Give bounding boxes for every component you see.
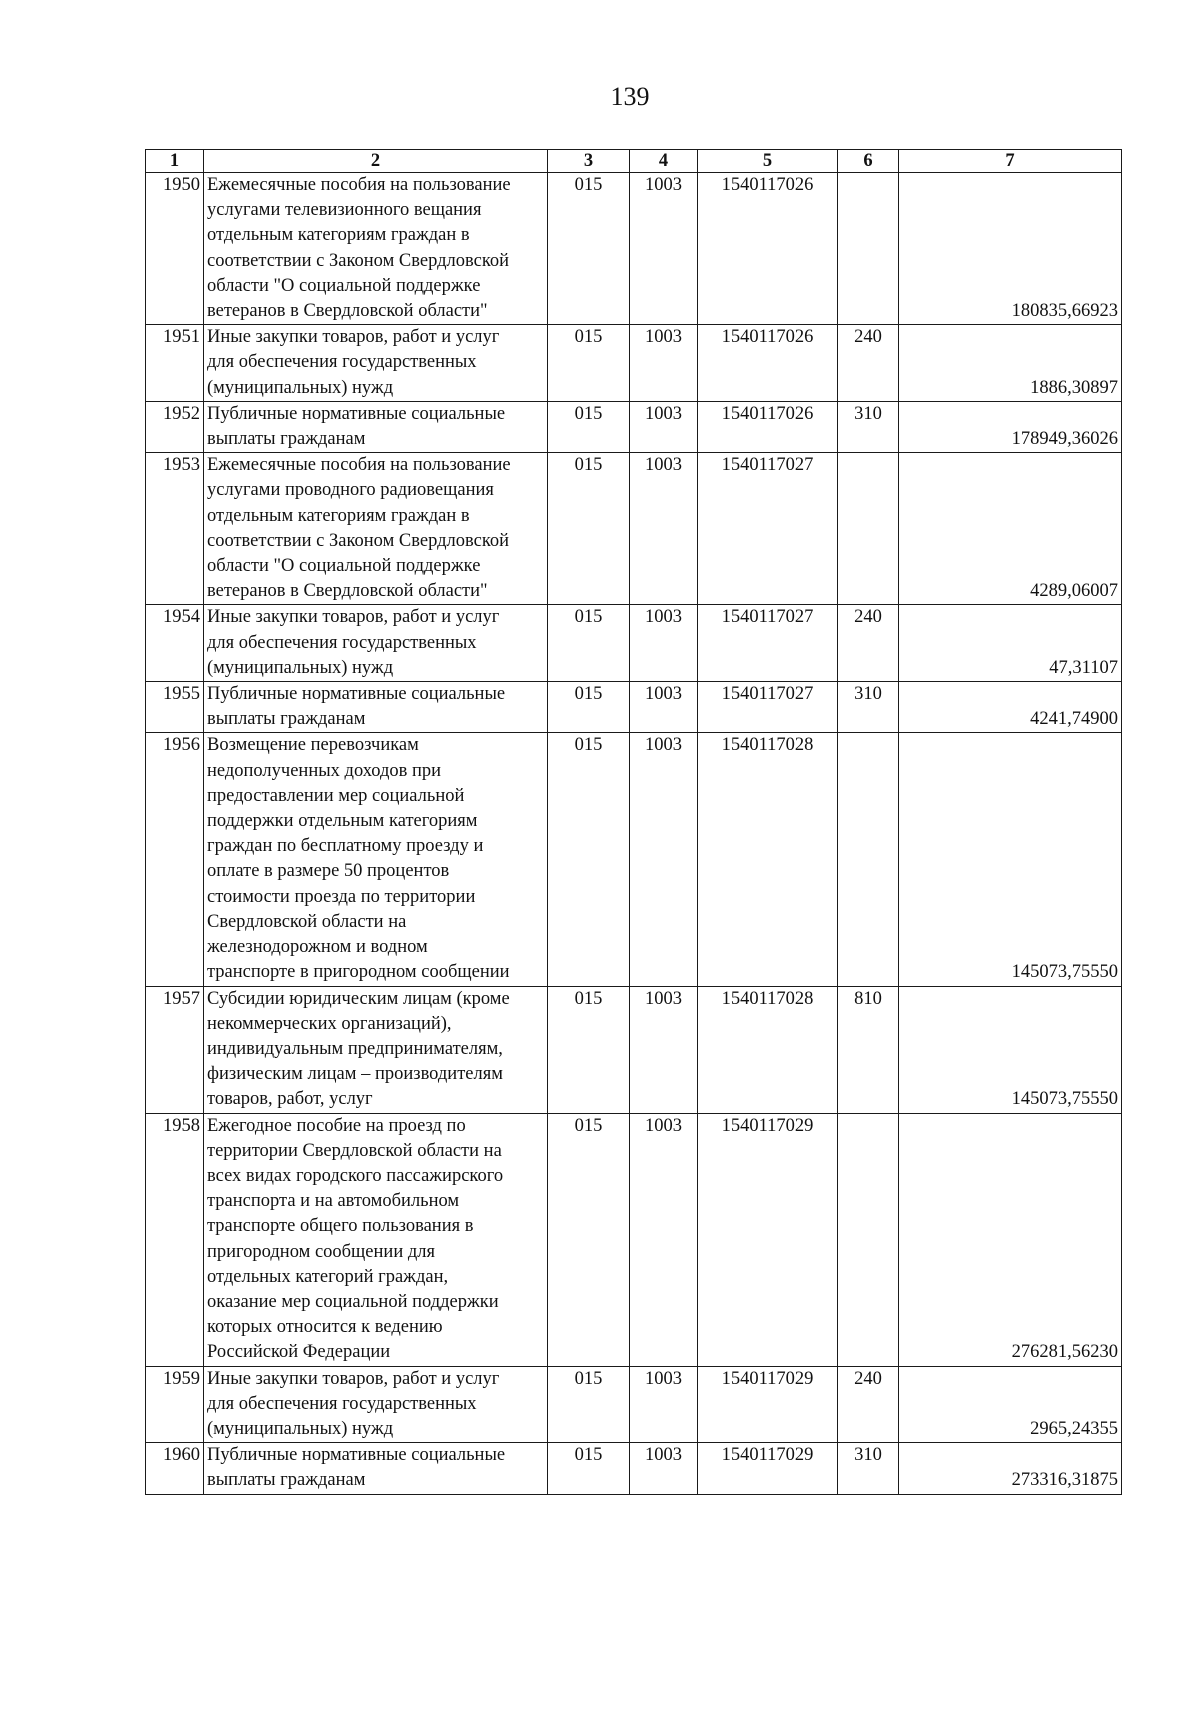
- row-number: 1952: [146, 401, 204, 452]
- expense-name-line: отдельных категорий граждан,: [207, 1266, 449, 1287]
- row-number: 1950: [146, 173, 204, 325]
- expense-name-line: Возмещение перевозчикам: [207, 735, 419, 756]
- expense-name-line: оплате в размере 50 процентов: [207, 861, 450, 882]
- target-article-code: 1540117029: [698, 1443, 838, 1494]
- amount: 1886,30897: [899, 325, 1122, 402]
- amount: 276281,56230: [899, 1113, 1122, 1366]
- header-col-7: 7: [899, 150, 1122, 173]
- target-article-code: 1540117026: [698, 173, 838, 325]
- section-code: 1003: [630, 1443, 698, 1494]
- ministry-code: 015: [548, 173, 630, 325]
- ministry-code: 015: [548, 453, 630, 605]
- expense-name-line: Иные закупки товаров, работ и услуг: [207, 327, 500, 348]
- expense-name-line: железнодорожном и водном: [207, 937, 428, 958]
- expense-name-line: отдельным категориям граждан в: [207, 225, 470, 246]
- row-number: 1955: [146, 682, 204, 733]
- amount: 47,31107: [899, 605, 1122, 682]
- expense-type-code: [838, 173, 899, 325]
- ministry-code: 015: [548, 401, 630, 452]
- expense-name-line: услугами телевизионного вещания: [207, 200, 482, 221]
- ministry-code: 015: [548, 733, 630, 986]
- row-number: 1953: [146, 453, 204, 605]
- table-row: [146, 605, 1122, 682]
- expense-name-line: транспорте общего пользования в: [207, 1216, 474, 1237]
- header-col-1: 1: [146, 150, 204, 173]
- expense-name-line: пригородном сообщении для: [207, 1241, 435, 1262]
- budget-table: [145, 149, 1122, 1495]
- expense-name-line: Свердловской области на: [207, 911, 407, 932]
- table-row: [146, 325, 1122, 402]
- expense-name-line: Иные закупки товаров, работ и услуг: [207, 607, 500, 628]
- expense-name-line: (муниципальных) нужд: [207, 377, 394, 398]
- table-row: [146, 173, 1122, 325]
- expense-type-code: [838, 733, 899, 986]
- expense-name-line: услугами проводного радиовещания: [207, 480, 494, 501]
- expense-name: [204, 682, 548, 733]
- section-code: 1003: [630, 682, 698, 733]
- expense-type-code: 810: [838, 986, 899, 1113]
- target-article-code: 1540117028: [698, 733, 838, 986]
- expense-name-line: предоставлении мер социальной: [207, 785, 465, 806]
- expense-name-line: Российской Федерации: [207, 1342, 391, 1363]
- page-number: 139: [610, 82, 650, 111]
- expense-name: [204, 325, 548, 402]
- expense-type-code: 310: [838, 1443, 899, 1494]
- expense-name-line: всех видах городского пассажирского: [207, 1165, 504, 1186]
- target-article-code: 1540117026: [698, 325, 838, 402]
- expense-name-line: оказание мер социальной поддержки: [207, 1291, 499, 1312]
- amount: 145073,75550: [899, 986, 1122, 1113]
- section-code: 1003: [630, 733, 698, 986]
- expense-name: [204, 1113, 548, 1366]
- expense-name-line: которых относится к ведению: [207, 1317, 443, 1338]
- ministry-code: 015: [548, 605, 630, 682]
- expense-name: [204, 1443, 548, 1494]
- amount: 273316,31875: [899, 1443, 1122, 1494]
- expense-name-line: Субсидии юридическим лицам (кроме: [207, 988, 510, 1009]
- expense-type-code: 240: [838, 605, 899, 682]
- expense-name: [204, 605, 548, 682]
- expense-name-line: Публичные нормативные социальные: [207, 1445, 506, 1466]
- expense-name-line: области "О социальной поддержке: [207, 556, 481, 577]
- expense-name-line: соответствии с Законом Свердловской: [207, 530, 510, 551]
- amount: 180835,66923: [899, 173, 1122, 325]
- expense-name-line: отдельным категориям граждан в: [207, 505, 470, 526]
- expense-name-line: товаров, работ, услуг: [207, 1089, 373, 1110]
- ministry-code: 015: [548, 325, 630, 402]
- section-code: 1003: [630, 401, 698, 452]
- amount: 4289,06007: [899, 453, 1122, 605]
- expense-type-code: [838, 453, 899, 605]
- target-article-code: 1540117026: [698, 401, 838, 452]
- expense-name-line: области "О социальной поддержке: [207, 275, 481, 296]
- expense-name-line: для обеспечения государственных: [207, 1393, 477, 1414]
- expense-name-line: ветеранов в Свердловской области": [207, 581, 488, 602]
- section-code: 1003: [630, 1113, 698, 1366]
- expense-type-code: 240: [838, 325, 899, 402]
- ministry-code: 015: [548, 1366, 630, 1443]
- expense-name-line: Публичные нормативные социальные: [207, 403, 506, 424]
- target-article-code: 1540117028: [698, 986, 838, 1113]
- expense-name: [204, 453, 548, 605]
- expense-name-line: соответствии с Законом Свердловской: [207, 250, 510, 271]
- section-code: 1003: [630, 605, 698, 682]
- expense-name-line: индивидуальным предпринимателям,: [207, 1038, 503, 1059]
- target-article-code: 1540117029: [698, 1366, 838, 1443]
- section-code: 1003: [630, 173, 698, 325]
- header-row: [146, 150, 1122, 173]
- amount: 178949,36026: [899, 401, 1122, 452]
- section-code: 1003: [630, 325, 698, 402]
- amount: 4241,74900: [899, 682, 1122, 733]
- expense-name-line: для обеспечения государственных: [207, 632, 477, 653]
- header-col-4: 4: [630, 150, 698, 173]
- expense-name-line: Ежегодное пособие на проезд по: [207, 1115, 466, 1136]
- header-col-5: 5: [698, 150, 838, 173]
- table-row: [146, 986, 1122, 1113]
- table-row: [146, 1366, 1122, 1443]
- row-number: 1951: [146, 325, 204, 402]
- section-code: 1003: [630, 986, 698, 1113]
- expense-type-code: [838, 1113, 899, 1366]
- target-article-code: 1540117027: [698, 605, 838, 682]
- header-col-6: 6: [838, 150, 899, 173]
- expense-type-code: 310: [838, 682, 899, 733]
- expense-name-line: (муниципальных) нужд: [207, 1418, 394, 1439]
- target-article-code: 1540117027: [698, 682, 838, 733]
- expense-name-line: Ежемесячные пособия на пользование: [207, 175, 511, 195]
- expense-name-line: Публичные нормативные социальные: [207, 684, 506, 705]
- header-col-2: 2: [204, 150, 548, 173]
- section-code: 1003: [630, 453, 698, 605]
- table-row: [146, 1113, 1122, 1366]
- expense-name-line: (муниципальных) нужд: [207, 657, 394, 678]
- expense-name: [204, 1366, 548, 1443]
- row-number: 1954: [146, 605, 204, 682]
- expense-name-line: ветеранов в Свердловской области": [207, 301, 488, 322]
- target-article-code: 1540117029: [698, 1113, 838, 1366]
- expense-name-line: некоммерческих организаций),: [207, 1013, 452, 1034]
- amount: 2965,24355: [899, 1366, 1122, 1443]
- row-number: 1959: [146, 1366, 204, 1443]
- row-number: 1956: [146, 733, 204, 986]
- amount: 145073,75550: [899, 733, 1122, 986]
- target-article-code: 1540117027: [698, 453, 838, 605]
- table-row: [146, 682, 1122, 733]
- expense-name-line: Иные закупки товаров, работ и услуг: [207, 1368, 500, 1389]
- expense-name-line: недополученных доходов при: [207, 760, 442, 781]
- table-row: [146, 733, 1122, 986]
- expense-name-line: выплаты гражданам: [207, 429, 366, 450]
- ministry-code: 015: [548, 986, 630, 1113]
- section-code: 1003: [630, 1366, 698, 1443]
- table-row: [146, 453, 1122, 605]
- expense-name-line: транспорта и на автомобильном: [207, 1191, 460, 1212]
- table-row: [146, 1443, 1122, 1494]
- table-body: [146, 173, 1122, 1495]
- expense-type-code: 310: [838, 401, 899, 452]
- expense-name-line: Ежемесячные пособия на пользование: [207, 455, 511, 476]
- row-number: 1960: [146, 1443, 204, 1494]
- expense-name-line: стоимости проезда по территории: [207, 886, 476, 907]
- expense-name: [204, 173, 548, 325]
- header-col-3: 3: [548, 150, 630, 173]
- expense-name-line: поддержки отдельным категориям: [207, 811, 478, 832]
- expense-type-code: 240: [838, 1366, 899, 1443]
- expense-name-line: физическим лицам – производителям: [207, 1064, 503, 1085]
- expense-name-line: выплаты гражданам: [207, 709, 366, 730]
- ministry-code: 015: [548, 1113, 630, 1366]
- row-number: 1957: [146, 986, 204, 1113]
- expense-name-line: выплаты гражданам: [207, 1470, 366, 1491]
- row-number: 1958: [146, 1113, 204, 1366]
- expense-name-line: для обеспечения государственных: [207, 352, 477, 373]
- ministry-code: 015: [548, 1443, 630, 1494]
- expense-name-line: территории Свердловской области на: [207, 1140, 502, 1161]
- expense-name: [204, 733, 548, 986]
- expense-name: [204, 401, 548, 452]
- table-row: [146, 401, 1122, 452]
- expense-name: [204, 986, 548, 1113]
- ministry-code: 015: [548, 682, 630, 733]
- expense-name-line: транспорте в пригородном сообщении: [207, 962, 510, 983]
- expense-name-line: граждан по бесплатному проезду и: [207, 836, 484, 857]
